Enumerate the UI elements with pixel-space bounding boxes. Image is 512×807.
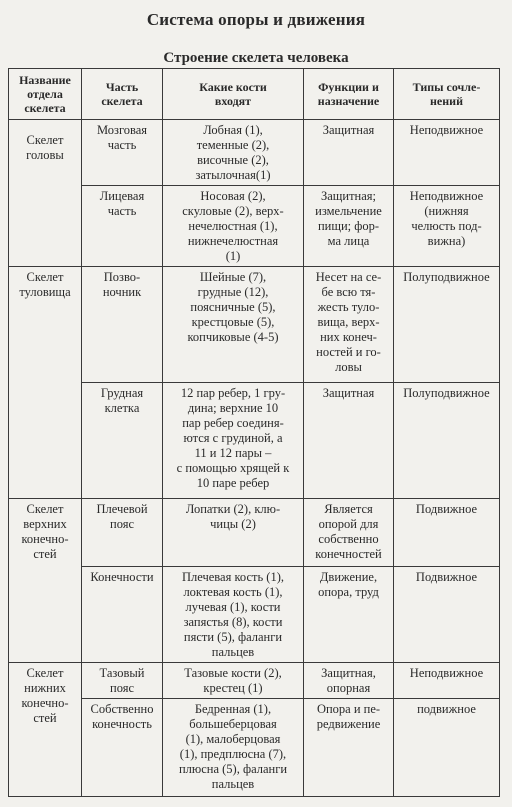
part-cell: Конечности xyxy=(82,567,163,663)
section-name-cell: Скелет верхних конечно- стей xyxy=(9,499,82,663)
section-name-cell: Скелет нижних конечно- стей xyxy=(9,663,82,797)
joint-cell: Полуподвижное xyxy=(394,267,500,383)
bones-cell: Лопатки (2), клю- чицы (2) xyxy=(163,499,304,567)
header-bones: Какие кости входят xyxy=(163,69,304,120)
page-title: Система опоры и движения xyxy=(146,10,366,29)
function-cell: Защитная xyxy=(304,383,394,499)
function-cell: Защитная xyxy=(304,120,394,186)
table-row xyxy=(9,567,500,663)
part-cell: Плечевой пояс xyxy=(82,499,163,567)
bones-cell: Плечевая кость (1), локтевая кость (1), лучевая (1), кости запястья (8), кости пясти (5), фаланги пальцев xyxy=(163,567,304,663)
table-title: Строение скелета человека xyxy=(163,50,349,66)
skeleton-table xyxy=(8,68,500,797)
table-row xyxy=(9,383,500,499)
bones-cell: Тазовые кости (2), крестец (1) xyxy=(163,663,304,699)
header-function: Функции и назначение xyxy=(304,69,394,120)
header-part: Часть скелета xyxy=(82,69,163,120)
bones-cell: Шейные (7), грудные (12), поясничные (5), крестцовые (5), копчиковые (4-5) xyxy=(163,267,304,383)
table-row xyxy=(9,267,500,383)
function-cell: Защитная, опорная xyxy=(304,663,394,699)
section-name-cell: Скелет туловища xyxy=(9,267,82,499)
table-row xyxy=(9,186,500,267)
joint-cell: Полуподвижное xyxy=(394,383,500,499)
table-row xyxy=(9,699,500,797)
joint-cell: подвижное xyxy=(394,699,500,797)
part-cell: Тазовый пояс xyxy=(82,663,163,699)
part-cell: Мозговая часть xyxy=(82,120,163,186)
joint-cell: Подвижное xyxy=(394,567,500,663)
header-joint-type: Типы сочле- нений xyxy=(394,69,500,120)
function-cell: Движение, опора, труд xyxy=(304,567,394,663)
joint-cell: Неподвижное xyxy=(394,663,500,699)
table-header-row xyxy=(9,69,500,120)
header-section-name: Название отдела скелета xyxy=(9,69,82,120)
part-cell: Позво- ночник xyxy=(82,267,163,383)
part-cell: Лицевая часть xyxy=(82,186,163,267)
joint-cell: Неподвижное (нижняя челюсть под- вижна) xyxy=(394,186,500,267)
function-cell: Является опорой для собственно конечностей xyxy=(304,499,394,567)
table-row xyxy=(9,120,500,186)
table-row xyxy=(9,499,500,567)
joint-cell: Подвижное xyxy=(394,499,500,567)
function-cell: Защитная; измельчение пищи; фор- ма лица xyxy=(304,186,394,267)
part-cell: Собственно конечность xyxy=(82,699,163,797)
function-cell: Опора и пе- редвижение xyxy=(304,699,394,797)
section-name-cell: Скелет головы xyxy=(9,120,82,267)
table-row xyxy=(9,663,500,699)
bones-cell: Лобная (1), теменные (2), височные (2), затылочная(1) xyxy=(163,120,304,186)
bones-cell: Бедренная (1), большеберцовая (1), малоберцовая (1), предплюсна (7), плюсна (5), фаланги пальцев xyxy=(163,699,304,797)
function-cell: Несет на се- бе всю тя- жесть туло- вища, верх- них конеч- ностей и го- ловы xyxy=(304,267,394,383)
joint-cell: Неподвижное xyxy=(394,120,500,186)
bones-cell: Носовая (2), скуловые (2), верх- нечелюстная (1), нижнечелюстная (1) xyxy=(163,186,304,267)
part-cell: Грудная клетка xyxy=(82,383,163,499)
bones-cell: 12 пар ребер, 1 гру- дина; верхние 10 пар ребер соединя- ются с грудиной, а 11 и 12 пары – с помощью хрящей к 10 паре ребер xyxy=(163,383,304,499)
